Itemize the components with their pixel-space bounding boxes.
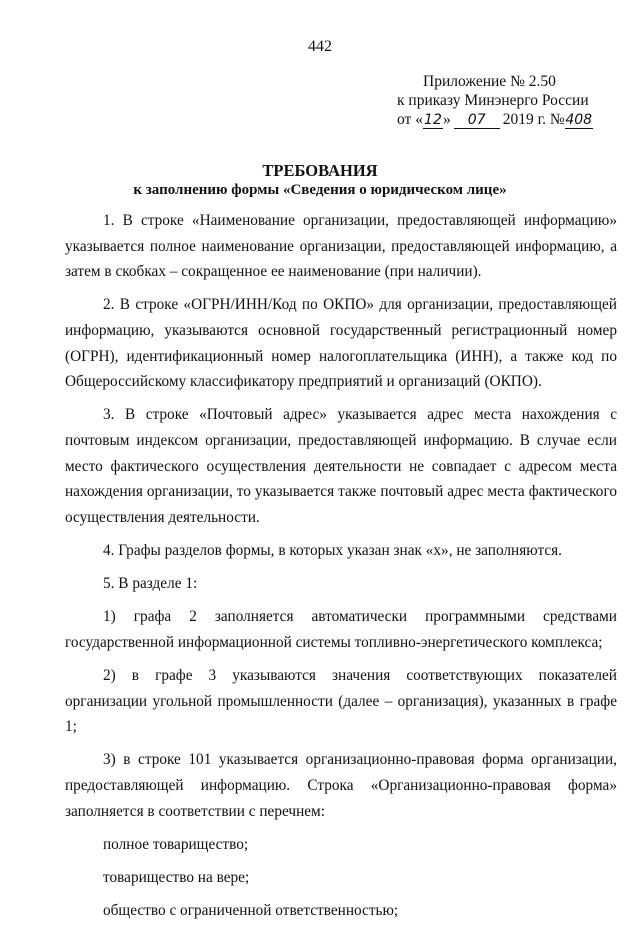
- document-subtitle: к заполнению формы «Сведения о юридическом лице»: [133, 182, 507, 198]
- paragraph-4: 4. Графы разделов формы, в которых указан знак «х», не заполняются.: [103, 541, 563, 559]
- handwritten-day: 12: [424, 112, 442, 128]
- paragraph-1: 1. В строке «Наименование организации, предоставляющей информацию» указывается полное наименование организации, предоставляющей информацию, а затем в скобках – сокращенное ее наименование (при наличии).: [65, 212, 617, 281]
- paragraph-2: 2. В строке «ОГРН/ИНН/Код по ОКПО» для организации, предоставляющей информацию, указываются основной государственный регистрационный номер (ОГРН), идентификационный номер налогоплательщика (ИНН), а также код по Общероссийскому классификатору предприятий и организаций (ОКПО).: [65, 296, 617, 391]
- document-title: ТРЕБОВАНИЯ: [262, 161, 378, 180]
- appendix-order-ref: к приказу Минэнерго России: [397, 92, 589, 109]
- handwritten-order-number: 408: [565, 112, 593, 128]
- list-item: товарищество на вере;: [103, 869, 250, 886]
- appendix-header: [397, 72, 593, 129]
- page-number: 442: [308, 38, 332, 55]
- paragraph-5-1: 1) графа 2 заполняется автоматически программными средствами государственной информационной системы топливно-энергетического комплекса;: [65, 608, 617, 651]
- date-year: 2019 г. №: [502, 111, 565, 128]
- paragraph-5-3: 3) в строке 101 указывается организационно-правовая форма организации, предоставляющей информацию. Строка «Организационно-правовая форма» заполняется в соответствии с перечнем:: [65, 751, 617, 820]
- list-item: общество с ограниченной ответственностью;: [103, 902, 399, 920]
- appendix-date-line: [397, 110, 593, 129]
- paragraph-3: 3. В строке «Почтовый адрес» указывается адрес места нахождения с почтовым индексом организации, предоставляющей информацию. В случае если место фактического осуществления деятельности не совпадает с адресом места нахождения организации, то указывается также почтовый адрес места фактического осуществления деятельности.: [65, 406, 617, 526]
- list-item: полное товарищество;: [103, 835, 249, 853]
- document-body: [65, 208, 617, 931]
- handwritten-month: 07: [454, 113, 500, 129]
- date-quote-close: »: [442, 111, 451, 128]
- paragraph-5-2: 2) в графе 3 указываются значения соответствующих показателей организации угольной промышленности (далее – организация), указанных в графе 1;: [65, 667, 617, 736]
- paragraph-5: 5. В разделе 1:: [103, 575, 198, 593]
- date-prefix: от «: [397, 111, 423, 128]
- appendix-title: Приложение № 2.50: [423, 73, 556, 90]
